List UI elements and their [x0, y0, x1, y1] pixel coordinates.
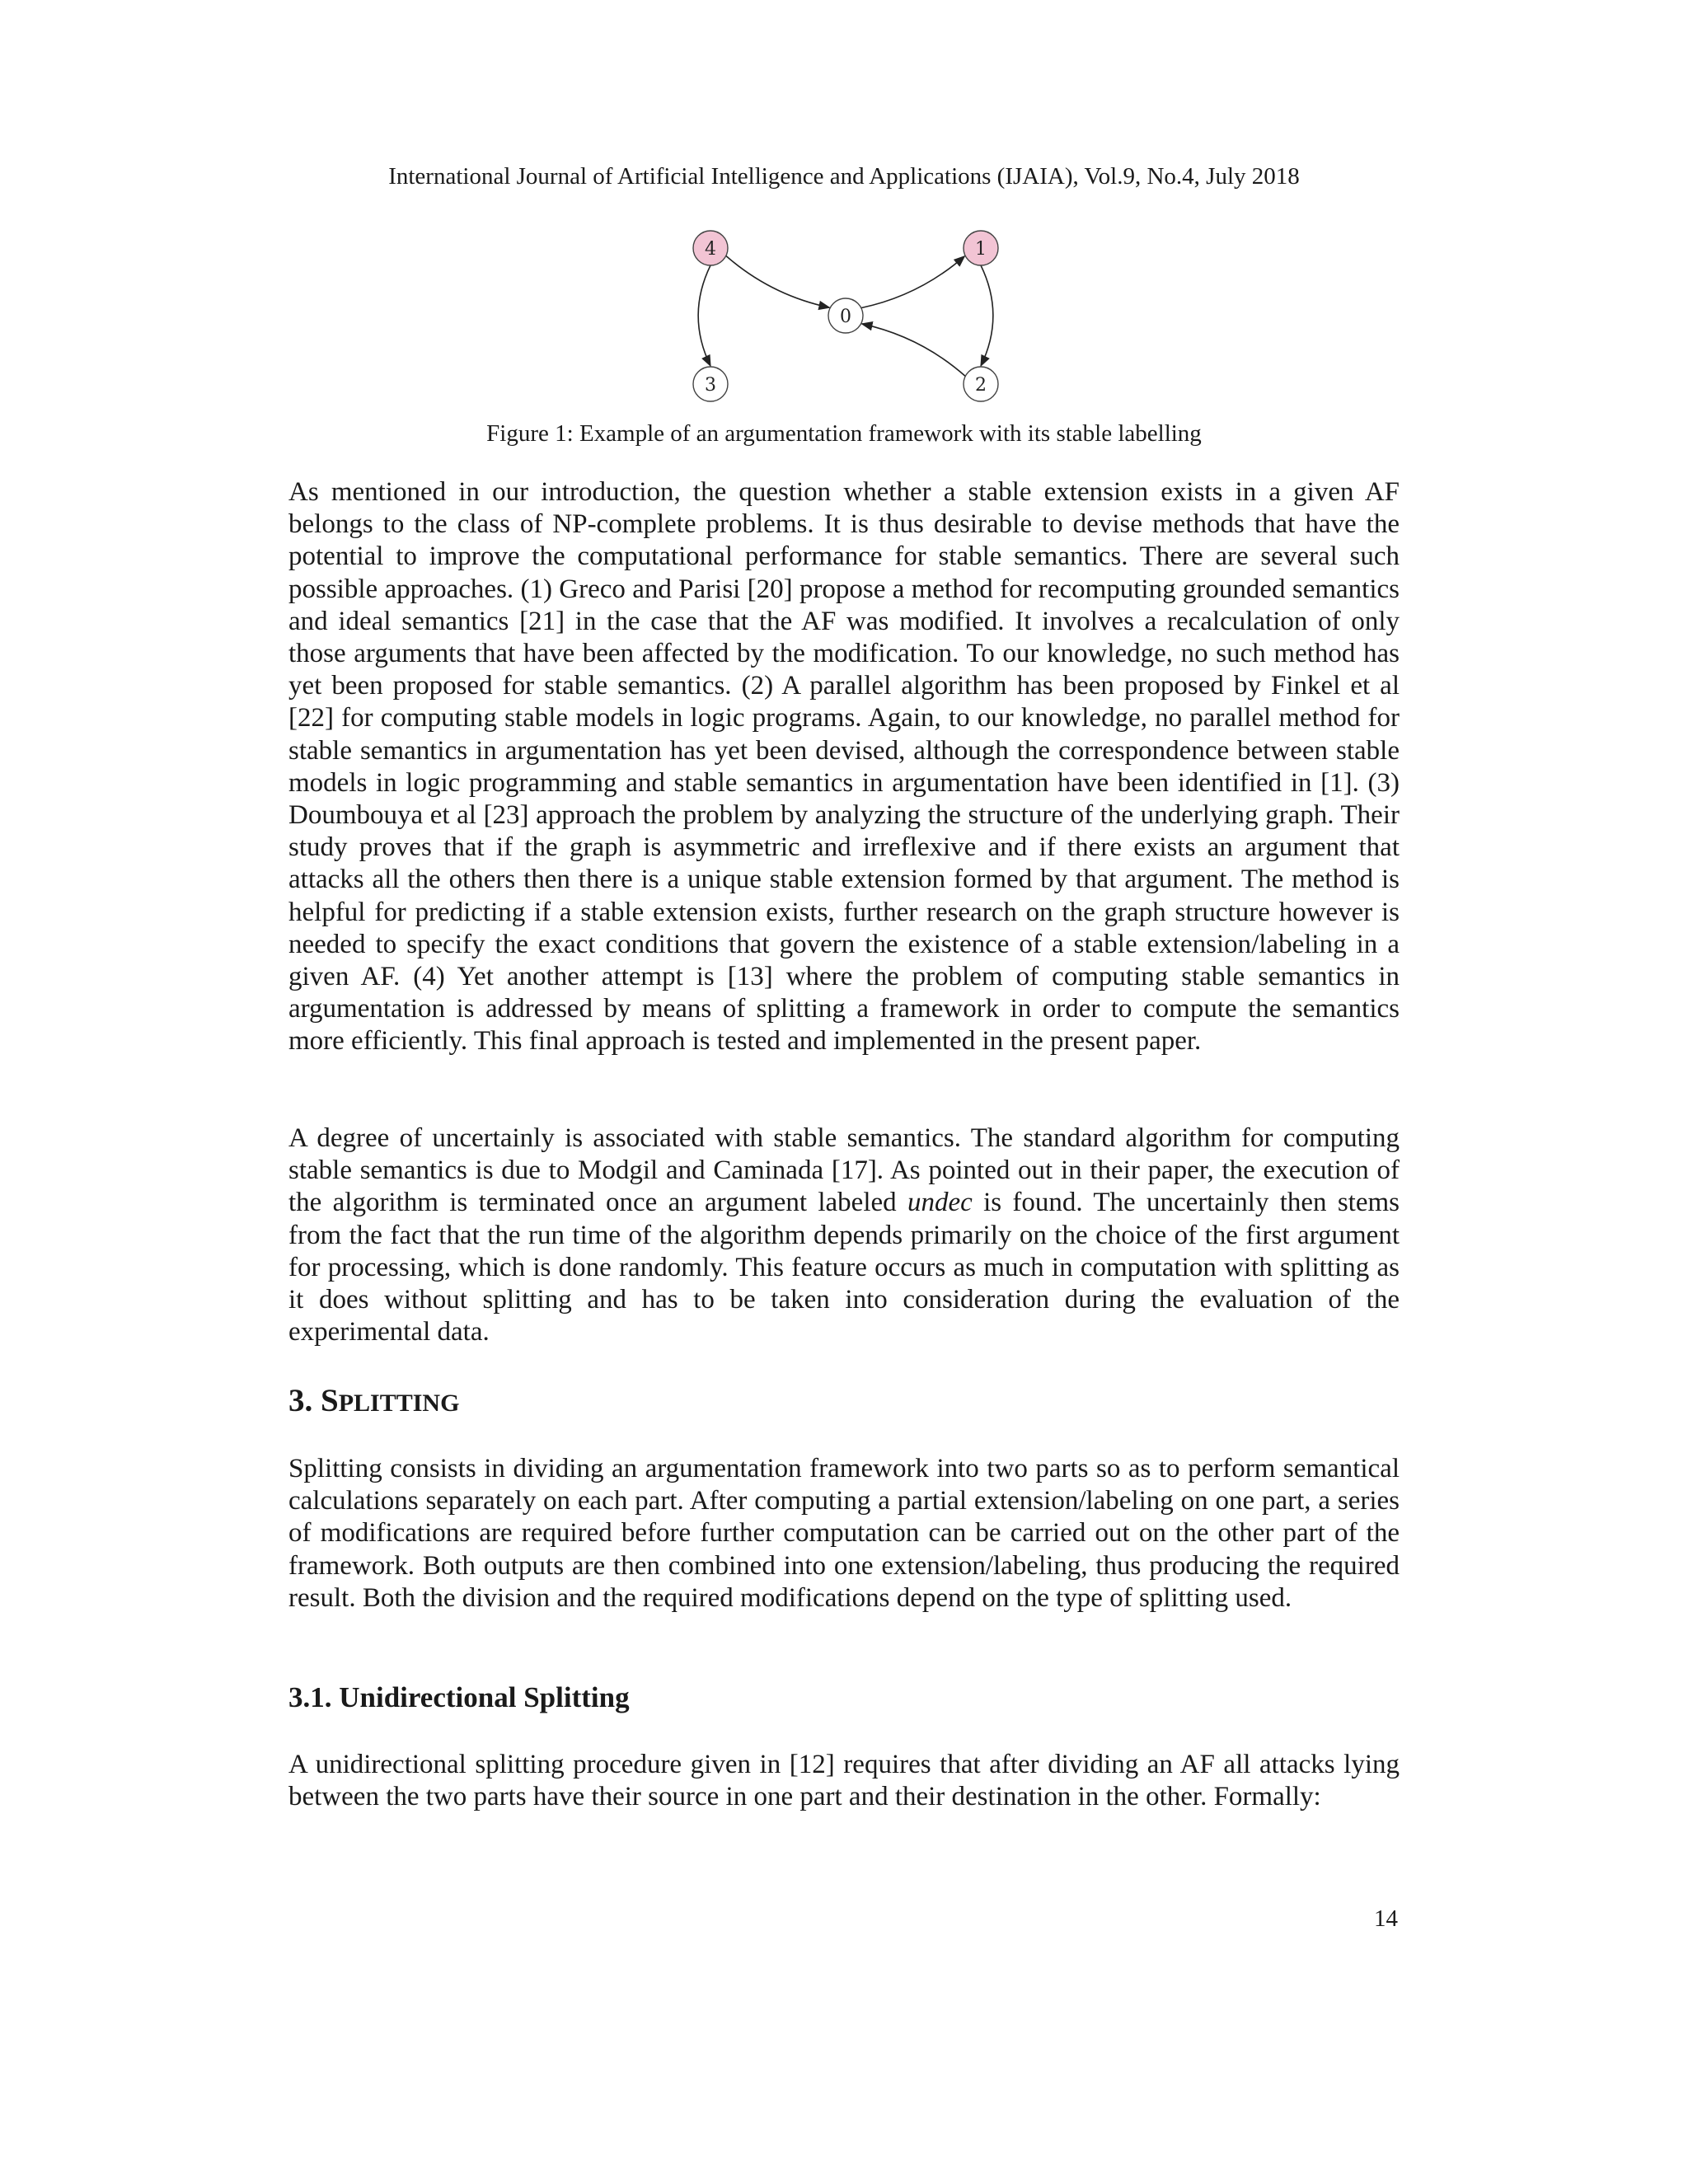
paragraph-uncertainty-text-a: A degree of uncertainly is associated with stable semantics. The standard algorithm for computing stable semantics is due to Modgil and Caminada [17]. As pointed out in their paper, the execution of the algorithm is terminated once an argument labeled — [288, 1123, 1400, 1218]
section-title-rest: PLITTING — [338, 1390, 460, 1417]
argument-node-3-label: 3 — [705, 375, 716, 396]
undec-emphasis: undec — [907, 1188, 973, 1218]
paragraph-uncertainty-text-b: is found. The uncertainly then stems from the fact that the run time of the algorithm depends primarily on the choice of the first argument for processing, which is done randomly. This feature occurs as much in computation with splitting as it does without splitting and has to be taken into consideration during the evaluation of the experimental data. — [288, 1188, 1400, 1347]
argument-node-0 — [828, 298, 863, 333]
argument-node-1-label: 1 — [975, 239, 987, 260]
argument-node-3 — [693, 367, 728, 401]
attack-edge-2-to-0 — [862, 324, 966, 377]
argument-node-0-label: 0 — [840, 307, 851, 327]
argument-node-1 — [964, 231, 998, 265]
subsection-heading-unidirectional: 3.1. Unidirectional Splitting — [288, 1681, 630, 1713]
argument-node-2 — [964, 367, 998, 401]
paragraph-uncertainty — [288, 1122, 1400, 1348]
argument-node-2-label: 2 — [975, 375, 987, 396]
attack-edge-1-to-2 — [981, 265, 993, 366]
figure-caption: Figure 1: Example of an argumentation framework with its stable labelling — [486, 420, 1202, 447]
attack-edge-4-to-3 — [698, 265, 710, 366]
argument-node-4-label: 4 — [705, 239, 716, 260]
section-number: 3. — [288, 1383, 313, 1418]
page-number: 14 — [1374, 1905, 1398, 1932]
attack-edge-4-to-0 — [726, 255, 830, 307]
section-title-initial: S — [321, 1383, 339, 1418]
paragraph-stable-extension-approaches: As mentioned in our introduction, the question whether a stable extension exists in a given AF belongs to the class of NP-complete problems. It is thus desirable to devise methods that have the potential to improve the computational performance for stable semantics. There are several such possible approaches. (1) Greco and Parisi [20] propose a method for recomputing grounded semantics and ideal semantics [21] in the case that the AF was modified. It involves a recalculation of only those arguments that have been affected by the modification. To our knowledge, no such method has yet been proposed for stable semantics. (2) A parallel algorithm has been proposed by Finkel et al [22] for computing stable models in logic programs. Again, to our knowledge, no parallel method for stable semantics in argumentation has yet been devised, although the correspondence between stable models in logic programming and stable semantics in argumentation have been identified in [1]. (3) Doumbouya et al [23] approach the problem by analyzing the structure of the underlying graph. Their study proves that if the graph is asymmetric and irreflexive and if there exists an argument that attacks all the others then there is a unique stable extension formed by that argument. The method is helpful for predicting if a stable extension exists, further research on the graph structure however is needed to specify the exact conditions that govern the existence of a stable extension/labeling in a given AF. (4) Yet another attempt is [13] where the problem of computing stable semantics in argumentation is addressed by means of splitting a framework in order to compute the semantics more efficiently. This final approach is tested and implemented in the present paper. — [288, 477, 1400, 1057]
argumentation-graph — [676, 227, 1039, 417]
figure-1 — [676, 227, 1039, 417]
paragraph-unidirectional: A unidirectional splitting procedure given in [12] requires that after dividing an AF all attacks lying between the two parts have their source in one part and their destination in the other. Formally: — [288, 1750, 1400, 1812]
section-heading-splitting — [288, 1381, 459, 1423]
attack-edge-0-to-1 — [861, 256, 965, 308]
running-header: International Journal of Artificial Intelligence and Applications (IJAIA), Vol.9, No.4, July 2018 — [388, 163, 1300, 190]
paragraph-splitting-definition: Splitting consists in dividing an argumentation framework into two parts so as to perform semantical calculations separately on each part. After computing a partial extension/labeling on one part, a series of modifications are required before further computation can be carried out on the other part of the framework. Both outputs are then combined into one extension/labeling, thus producing the required result. Both the division and the required modifications depend on the type of splitting used. — [288, 1454, 1400, 1613]
argument-node-4 — [693, 231, 728, 265]
